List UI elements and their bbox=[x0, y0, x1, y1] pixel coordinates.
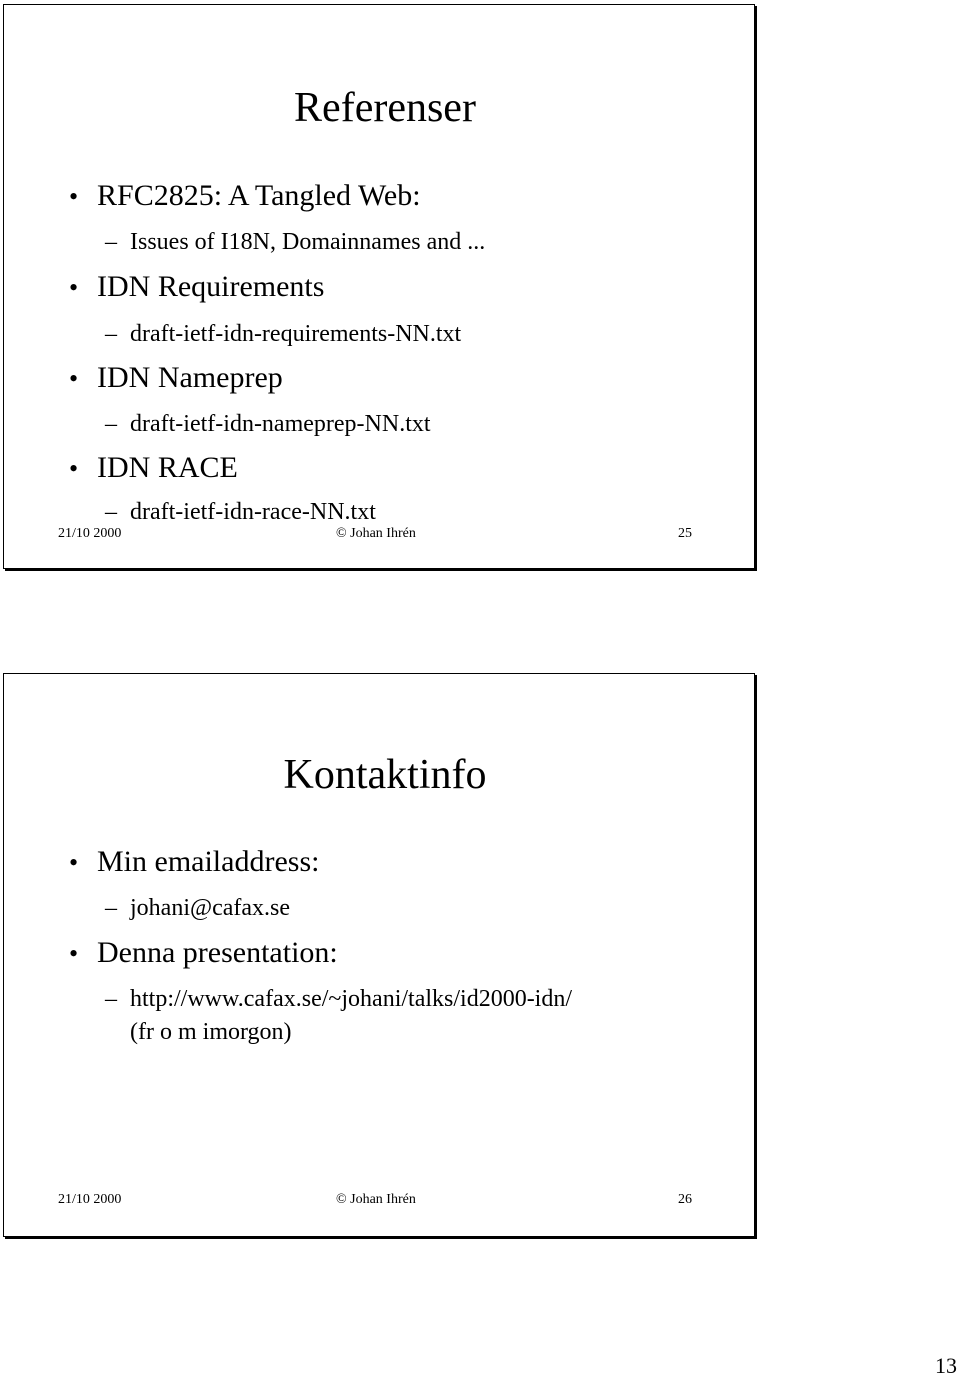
bullet-text: RFC2825: A Tangled Web: bbox=[97, 179, 421, 212]
slide-referenser bbox=[3, 4, 755, 569]
sub-text: draft-ietf-idn-race-NN.txt bbox=[130, 499, 376, 525]
bullet-item bbox=[69, 938, 338, 968]
bullet-icon: • bbox=[69, 273, 79, 302]
bullet-icon: • bbox=[69, 848, 79, 877]
sub-item bbox=[105, 896, 290, 920]
bullet-item bbox=[69, 181, 421, 211]
bullet-item bbox=[69, 363, 283, 393]
dash-icon: – bbox=[105, 499, 117, 525]
dash-icon: – bbox=[105, 321, 117, 347]
footer-slide-number: 25 bbox=[678, 526, 692, 541]
bullet-item bbox=[69, 272, 324, 302]
bullet-item bbox=[69, 453, 238, 483]
bullet-text: Denna presentation: bbox=[97, 936, 338, 969]
sub-text: (fr o m imorgon) bbox=[130, 1019, 292, 1045]
slide-kontaktinfo bbox=[3, 673, 755, 1237]
bullet-icon: • bbox=[69, 182, 79, 211]
bullet-icon: • bbox=[69, 939, 79, 968]
sub-item bbox=[105, 322, 461, 346]
email-text: johani@cafax.se bbox=[130, 895, 291, 921]
slide-title: Referenser bbox=[294, 85, 476, 131]
footer-author: © Johan Ihrén bbox=[336, 1192, 416, 1207]
page-number: 13 bbox=[935, 1353, 957, 1378]
sub-text: Issues of I18N, Domainnames and ... bbox=[130, 229, 486, 255]
bullet-text: IDN Requirements bbox=[97, 270, 325, 303]
dash-icon: – bbox=[105, 895, 117, 921]
footer-date: 21/10 2000 bbox=[58, 526, 122, 541]
bullet-item bbox=[69, 847, 319, 877]
sub-item bbox=[105, 987, 572, 1011]
bullet-text: Min emailaddress: bbox=[97, 845, 320, 878]
bullet-text: IDN Nameprep bbox=[97, 361, 283, 394]
sub-item bbox=[105, 230, 485, 254]
bullet-text: IDN RACE bbox=[97, 451, 238, 484]
dash-icon: – bbox=[105, 411, 117, 437]
sub-item-continuation bbox=[130, 1020, 292, 1044]
sub-item bbox=[105, 500, 376, 524]
bullet-icon: • bbox=[69, 454, 79, 483]
sub-item bbox=[105, 412, 431, 436]
bullet-icon: • bbox=[69, 364, 79, 393]
footer-author: © Johan Ihrén bbox=[336, 526, 416, 541]
dash-icon: – bbox=[105, 229, 117, 255]
footer-date: 21/10 2000 bbox=[58, 1192, 122, 1207]
footer-slide-number: 26 bbox=[678, 1192, 692, 1207]
sub-text: draft-ietf-idn-requirements-NN.txt bbox=[130, 321, 462, 347]
url-text: http://www.cafax.se/~johani/talks/id2000-idn/ bbox=[130, 986, 573, 1012]
sub-text: draft-ietf-idn-nameprep-NN.txt bbox=[130, 411, 431, 437]
slide-title: Kontaktinfo bbox=[283, 752, 487, 798]
dash-icon: – bbox=[105, 986, 117, 1012]
